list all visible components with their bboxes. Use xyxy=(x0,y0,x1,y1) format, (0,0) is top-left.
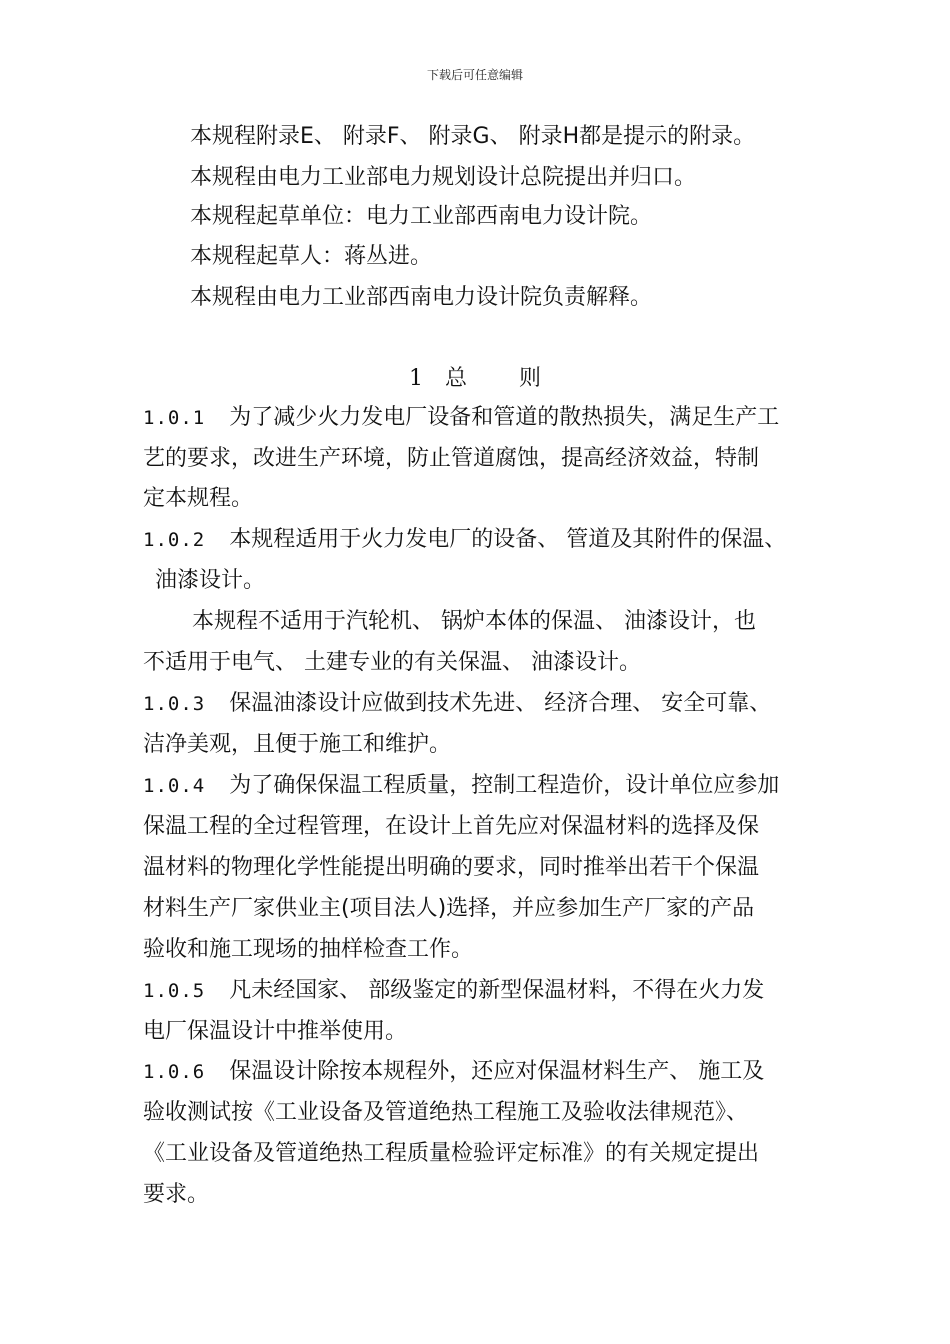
clause-number: 1.0.4 xyxy=(143,775,206,797)
page-header-note: 下载后可任意编辑 xyxy=(426,68,523,82)
clause-number: 1.0.6 xyxy=(143,1061,206,1083)
clause-1-0-6 xyxy=(143,1057,764,1087)
clause-text-line: 艺的要求，改进生产环境，防止管道腐蚀，提高经济效益，特制 xyxy=(143,446,760,471)
clause-text-line: 电厂保温设计中推举使用。 xyxy=(143,1019,408,1044)
clause-text: 保温油漆设计应做到技术先进、 经济合理、 安全可靠、 xyxy=(229,691,772,716)
chapter-title-part1: 总 xyxy=(444,366,467,391)
clause-text-line: 验收测试按《工业设备及管道绝热工程施工及验收法律规范》、 xyxy=(143,1100,749,1125)
clause-text: 为了减少火力发电厂设备和管道的散热损失，满足生产工 xyxy=(229,405,780,430)
clause-number: 1.0.1 xyxy=(143,407,206,429)
preface-line-4: 本规程起草人：蒋丛进。 xyxy=(190,244,433,269)
clause-1-0-2 xyxy=(143,525,786,555)
clause-text: 凡未经国家、 部级鉴定的新型保温材料，不得在火力发 xyxy=(229,978,765,1003)
clause-1-0-1 xyxy=(143,403,779,433)
clause-text-line: 不适用于电气、 土建专业的有关保温、 油漆设计。 xyxy=(143,650,641,675)
clause-text-line: 保温工程的全过程管理，在设计上首先应对保温材料的选择及保 xyxy=(143,814,760,839)
preface-line-2: 本规程由电力工业部电力规划设计总院提出并归口。 xyxy=(190,165,697,190)
preface-line-3: 本规程起草单位：电力工业部西南电力设计院。 xyxy=(190,204,653,229)
clause-text-line: 定本规程。 xyxy=(143,486,254,511)
clause-text-line: 材料生产厂家供业主(项目法人)选择，并应参加生产厂家的产品 xyxy=(143,896,755,921)
chapter-number: 1 xyxy=(408,366,423,391)
clause-number: 1.0.2 xyxy=(143,529,206,551)
clause-1-0-3 xyxy=(143,689,771,719)
chapter-heading xyxy=(0,364,950,394)
clause-text-line: 温材料的物理化学性能提出明确的要求，同时推举出若干个保温 xyxy=(143,855,760,880)
clause-text: 保温设计除按本规程外，还应对保温材料生产、 施工及 xyxy=(229,1059,765,1084)
clause-text-line: 要求。 xyxy=(143,1182,210,1207)
clause-text-line: 油漆设计。 xyxy=(155,568,266,593)
clause-text-line: 洁净美观，且便于施工和维护。 xyxy=(143,732,452,757)
clause-text-line: 本规程不适用于汽轮机、 锅炉本体的保温、 油漆设计，也 xyxy=(192,609,756,634)
clause-text: 为了确保保温工程质量，控制工程造价，设计单位应参加 xyxy=(229,773,780,798)
clause-text: 本规程适用于火力发电厂的设备、 管道及其附件的保温、 xyxy=(229,527,787,552)
clause-1-0-4 xyxy=(143,771,779,801)
clause-text-line: 验收和施工现场的抽样检查工作。 xyxy=(143,937,474,962)
clause-number: 1.0.5 xyxy=(143,980,206,1002)
clause-1-0-5 xyxy=(143,976,764,1006)
clause-text-line: 《工业设备及管道绝热工程质量检验评定标准》的有关规定提出 xyxy=(143,1141,760,1166)
chapter-title-part2: 则 xyxy=(519,366,542,391)
clause-number: 1.0.3 xyxy=(143,693,206,715)
preface-line-5: 本规程由电力工业部西南电力设计院负责解释。 xyxy=(190,285,653,310)
preface-line-1: 本规程附录E、 附录F、 附录G、 附录H都是提示的附录。 xyxy=(190,124,756,149)
